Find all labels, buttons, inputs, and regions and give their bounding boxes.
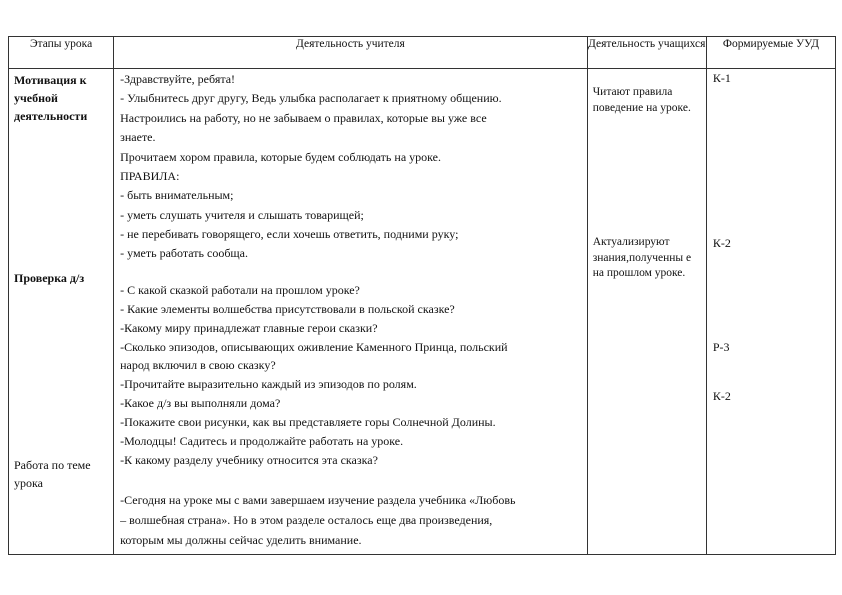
teacher-line: - уметь слушать учителя и слышать товарищей; [120, 208, 364, 222]
student-activity-item: Актуализируют знания,полученны е на прошлом уроке. [592, 236, 692, 279]
teacher-line: -Какое д/з вы выполняли дома? [120, 396, 281, 410]
lesson-plan-table [8, 36, 836, 555]
teacher-line: - Какие элементы волшебства присутствовали в польской сказке? [120, 302, 455, 316]
student-activity-item: Читают правила поведение на уроке. [592, 86, 691, 114]
stage-topic-work: Работа по теме урока [14, 458, 91, 490]
teacher-line: - уметь работать сообща. [120, 246, 248, 260]
teacher-line: - быть внимательным; [120, 188, 234, 202]
teacher-line: -Покажите свои рисунки, как вы представляете горы Солнечной Долины. [120, 415, 496, 429]
teacher-line: - Улыбнитесь друг другу, Ведь улыбка располагает к приятному общению. [120, 91, 502, 105]
student-activity-cell [587, 69, 706, 555]
uud-code: К-2 [712, 236, 731, 250]
uud-code: К-2 [712, 389, 731, 403]
header-teacher-activity: Деятельность учителя [114, 37, 588, 69]
teacher-line: -Сколько эпизодов, описывающих оживление Каменного Принца, польский [120, 340, 508, 354]
stages-cell [9, 69, 114, 555]
teacher-line: Настроились на работу, но не забываем о правилах, которые вы уже все [120, 111, 487, 125]
teacher-line: -Какому миру принадлежат главные герои сказки? [120, 321, 378, 335]
teacher-line: -Сегодня на уроке мы с вами завершаем изучение раздела учебника «Любовь [120, 493, 516, 507]
teacher-line: -Молодцы! Садитесь и продолжайте работать на уроке. [120, 434, 404, 448]
teacher-line: - не перебивать говорящего, если хочешь ответить, подними руку; [120, 227, 459, 241]
stage-homework-check: Проверка д/з [14, 271, 85, 285]
teacher-line: -Здравствуйте, ребята! [120, 72, 236, 86]
table-body-row [9, 69, 836, 555]
teacher-line: - С какой сказкой работали на прошлом уроке? [120, 283, 360, 297]
table-header-row [9, 37, 836, 69]
teacher-activity-cell [114, 69, 588, 555]
stage-motivation: Мотивация к учебной деятельности [14, 73, 88, 123]
teacher-line: народ включил в свою сказку? [120, 358, 276, 372]
uud-code: К-1 [712, 71, 731, 85]
uud-cell [706, 69, 835, 555]
teacher-line: которым мы должны сейчас уделить внимание. [120, 533, 362, 547]
uud-code: Р-3 [712, 340, 730, 354]
teacher-line: – волшебная страна». Но в этом разделе осталось еще два произведения, [120, 513, 493, 527]
header-uud: Формируемые УУД [706, 37, 835, 69]
teacher-line: -К какому разделу учебнику относится эта сказка? [120, 453, 378, 467]
teacher-line: ПРАВИЛА: [120, 169, 180, 183]
teacher-line: знаете. [120, 130, 156, 144]
header-student-activity: Деятельность учащихся [587, 37, 706, 69]
teacher-line: -Прочитайте выразительно каждый из эпизодов по ролям. [120, 377, 417, 391]
header-stages: Этапы урока [9, 37, 114, 69]
teacher-line: Прочитаем хором правила, которые будем соблюдать на уроке. [120, 150, 442, 164]
